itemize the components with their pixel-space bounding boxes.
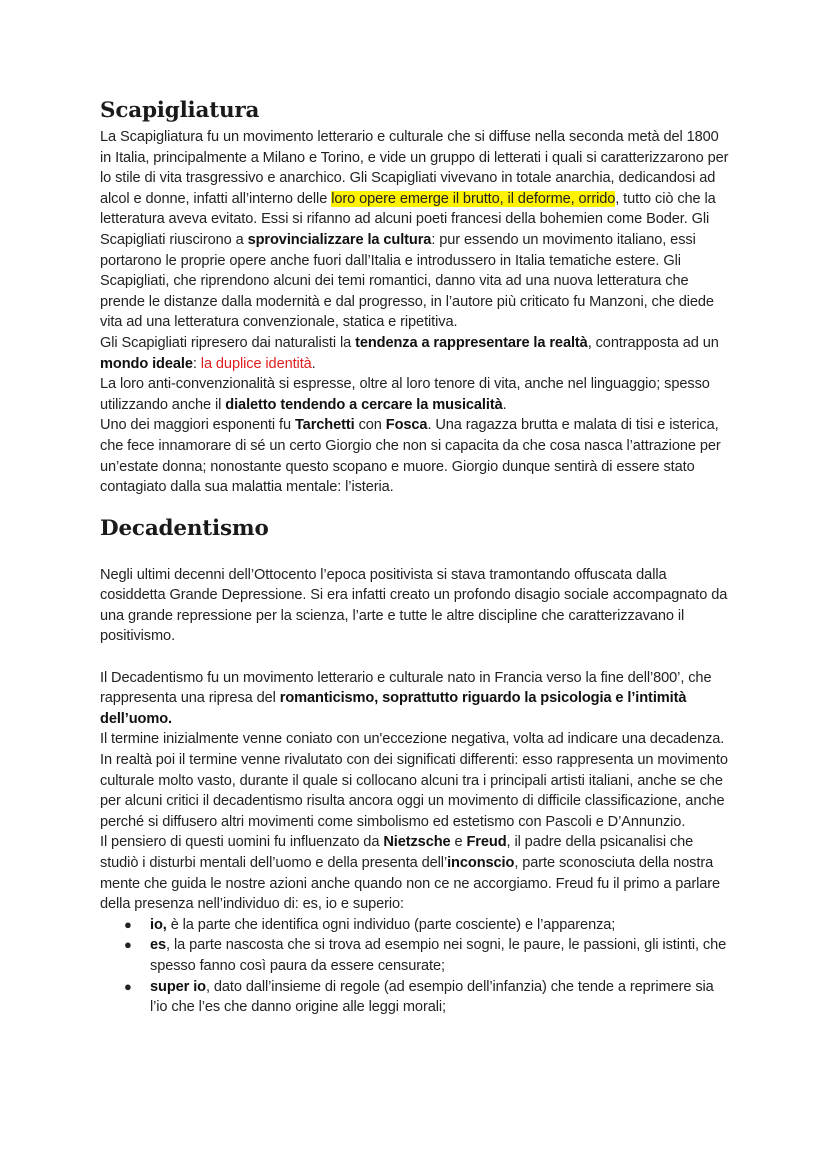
text: . Una ragazza brutta e malata di tisi e isterica, che fece innamorare di sé un certo Giorgio che non si capacita da che cosa nasca l’attrazione per un’estate donna; nonostante questo scopano e muore. Giorgio dunque sentirà di essere stato contagiato dalla sua malattia mentale: l’isteria. <box>100 417 721 496</box>
freud-list <box>100 915 732 1018</box>
text: Gli Scapigliati ripresero dai naturalisti la <box>100 334 356 351</box>
document-content <box>100 98 732 1018</box>
text: Uno dei maggiori esponenti fu <box>100 417 295 434</box>
bold-text: inconscio <box>447 855 515 871</box>
text: Il pensiero di questi uomini fu influenzato da <box>100 834 384 851</box>
bold-text: io, <box>150 916 167 933</box>
text: La loro anti-convenzionalità si espresse, oltre al loro tenore di vita, anche nel linguaggio; spesso utilizzando anche il <box>100 376 710 413</box>
bold-text: es <box>150 937 167 954</box>
scapigliatura-paragraph-1 <box>100 127 732 333</box>
text: con <box>354 417 386 434</box>
text: è la parte che identifica ogni individuo (parte cosciente) e l’apparenza; <box>166 916 616 933</box>
text: : pur essendo un movimento italiano, essi portarono le proprie opere anche fuori dall’Italia e introdussero in Italia tematiche estere. Gli Scapigliati, che riprendono alcuni dei temi romantici, danno vita ad una nuova letteratura che prende le distanze dalla modernità e dal progresso, in l’autore più criticato fu Manzoni, che diede vita ad una letteratura convenzionale, statica e ripetitiva. <box>100 231 714 331</box>
text: La Scapigliatura fu un movimento letterario e culturale che si diffuse nella seconda metà del 1800 in Italia, principalmente a Milano e Torino, e vide un gruppo di letterati i quali si caratterizzarono per lo stile di vita trasgressivo e anarchico. Gli Scapigliati vivevano in totale anarchia, dedicandosi ad alcol e donne, infatti all’interno delle <box>100 129 729 207</box>
heading-decadentismo: Decadentismo <box>100 515 269 541</box>
bold-text: sprovincializzare la cultura <box>247 231 432 248</box>
decadentismo-paragraph-3: Il termine inizialmente venne coniato con un'eccezione negativa, volta ad indicare una decadenza. In realtà poi il termine venne rivalutato con dei significati differenti: esso rappresenta un movimento culturale molto vasto, durante il quale si collocano alcuni tra i principali artisti italiani, anche se che per alcuni critici il decadentismo risulta ancora oggi un movimento di difficile classificazione, anche perché si diffusero altri movimenti come simbolismo ed estetismo con Pascoli e D’Annunzio. <box>100 731 728 830</box>
list-item <box>124 915 732 936</box>
text: , il padre della psicanalisi che studiò i disturbi mentali dell’uomo e della presenta dell’ <box>100 834 694 871</box>
bullet-icon: ● <box>124 978 132 994</box>
scapigliatura-paragraph-2 <box>100 333 732 374</box>
text: , la parte nascosta che si trova ad esempio nei sogni, le paure, le passioni, gli istinti, che spesso fanno così paura da essere censurate; <box>150 937 727 974</box>
text: , tutto ciò che la letteratura aveva evitato. Essi si rifanno ad alcuni poeti francesi della bohemien come Boder. Gli Scapigliati riuscirono a <box>100 190 716 248</box>
heading-scapigliatura: Scapigliatura <box>100 98 260 123</box>
text: , dato dall’insieme di regole (ad esempio dell’infanzia) che tende a reprimere sia l’io che l’es che danno origine alle leggi morali; <box>150 978 714 1016</box>
decadentismo-paragraph-1: Negli ultimi decenni dell’Ottocento l’epoca positivista si stava tramontando offuscata dalla cosiddetta Grande Depressione. Si era infatti creato un profondo disagio sociale accompagnato da una grande repressione per la scienza, l’arte e tutte le altre discipline che caratterizzavano il positivismo. <box>100 566 728 645</box>
bullet-icon: ● <box>124 916 132 932</box>
list-item <box>124 977 732 1018</box>
text: e <box>450 834 467 851</box>
text: Il Decadentismo fu un movimento letterario e culturale nato in Francia verso la fine dell’800’, che rappresenta una ripresa del <box>100 669 712 707</box>
bold-text: tendenza a rappresentare la realtà <box>355 334 588 351</box>
text: , contrapposta ad un <box>587 334 719 351</box>
bold-text: super io <box>150 978 206 995</box>
text: : <box>192 355 201 372</box>
bold-text: Nietzsche <box>383 834 451 851</box>
bullet-icon: ● <box>124 937 132 953</box>
scapigliatura-paragraph-3 <box>100 374 732 415</box>
text: . <box>311 355 316 372</box>
decadentismo-paragraph-4 <box>100 832 732 914</box>
bold-text: Fosca <box>385 417 428 434</box>
list-item <box>124 935 732 976</box>
bold-text: dialetto tendendo a cercare la musicalità <box>225 396 503 413</box>
bold-text: Freud <box>466 834 507 851</box>
bold-text: Tarchetti <box>294 417 355 434</box>
text: . <box>502 396 507 413</box>
text: , parte sconosciuta della nostra mente che guida le nostre azioni anche quando non ce ne accorgiamo. Freud fu il primo a parlare della presenza nell’individuo di: es, io e superio: <box>100 855 721 913</box>
highlighted-text: loro opere emerge il brutto, il deforme, orrido <box>331 190 616 207</box>
bold-text: romanticismo, soprattutto riguardo la psicologia e l’intimità dell’uomo. <box>100 690 687 727</box>
decadentismo-paragraph-2 <box>100 668 732 730</box>
bold-text: mondo ideale <box>100 355 193 372</box>
red-text: la duplice identità <box>200 355 312 372</box>
paragraph-gap <box>100 647 732 668</box>
scapigliatura-paragraph-4 <box>100 415 732 497</box>
